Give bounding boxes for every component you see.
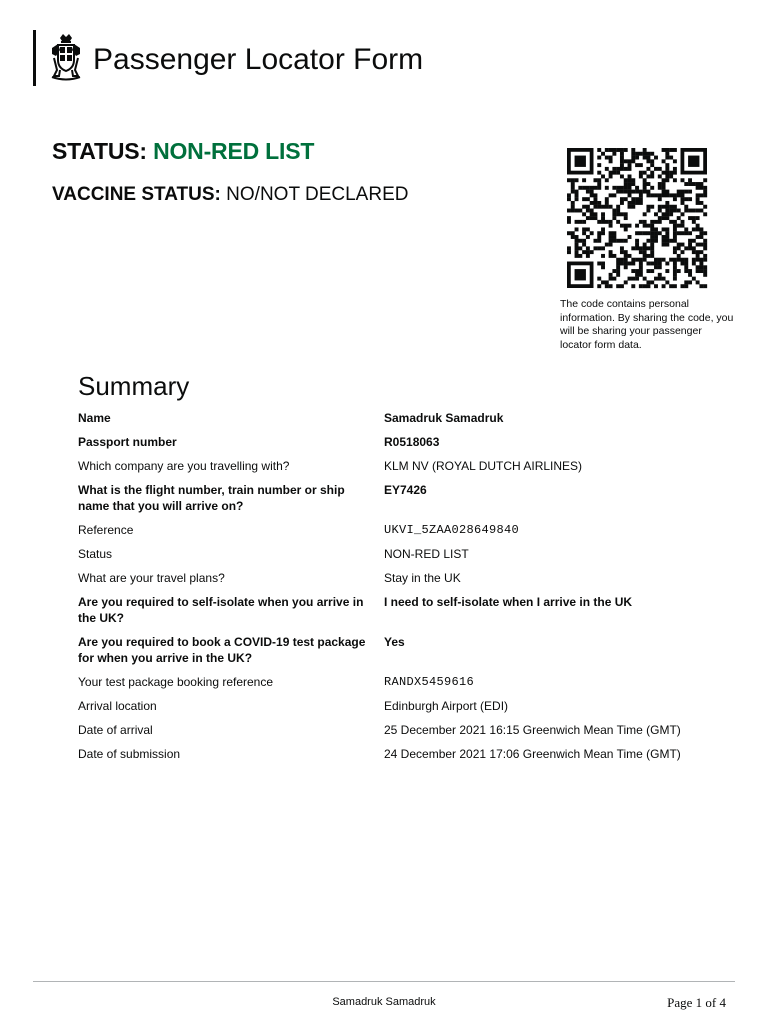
summary-answer: Yes [384,635,405,649]
summary-question: Passport number [78,435,177,449]
summary-answer: NON-RED LIST [384,547,469,561]
footer-divider [33,981,735,982]
summary-question: Are you required to book a COVID-19 test package for when you arrive in the UK? [78,635,366,665]
summary-row [78,594,718,626]
summary-row [78,570,718,586]
summary-row [78,410,718,426]
summary-answer: R0518063 [384,435,440,449]
summary-row [78,674,718,690]
summary-heading: Summary [78,371,190,401]
status-label: STATUS: [52,138,147,164]
header-rule [33,30,36,86]
summary-row [78,546,718,562]
summary-question: Are you required to self-isolate when you arrive in the UK? [78,595,364,625]
summary-question: Date of arrival [78,723,153,737]
summary-row [78,698,718,714]
status-line [52,138,314,165]
page-header [33,30,633,86]
summary-answer: RANDX5459616 [384,675,475,689]
page-title: Passenger Locator Form [93,43,424,76]
summary-answer: UKVI_5ZAA028649840 [384,523,520,537]
summary-question: Arrival location [78,699,157,713]
summary-question: Name [78,411,111,425]
summary-row [78,434,718,450]
summary-row [78,482,718,514]
summary-answer: KLM NV (ROYAL DUTCH AIRLINES) [384,459,583,473]
summary-row [78,722,718,738]
royal-coat-of-arms-icon [46,32,86,82]
summary-answer: I need to self-isolate when I arrive in the UK [384,595,633,609]
summary-question: Reference [78,523,134,537]
summary-question: Date of submission [78,747,181,761]
summary-row [78,522,718,538]
summary-question: What are your travel plans? [78,571,225,585]
summary-list [78,410,718,762]
summary-answer: Stay in the UK [384,571,461,585]
summary-question: What is the flight number, train number or ship name that you will arrive on? [78,483,345,513]
summary-row [78,634,718,666]
qr-code [557,142,717,290]
page-number: Page 1 of 4 [667,995,726,1010]
summary-row [78,458,718,474]
status-value: NON-RED LIST [153,138,315,164]
footer-name: Samadruk Samadruk [332,996,436,1008]
summary-row [78,746,718,762]
summary-question: Which company are you travelling with? [78,459,290,473]
summary-answer: 24 December 2021 17:06 Greenwich Mean Time (GMT) [384,747,681,761]
summary-answer: EY7426 [384,483,427,497]
summary-answer: 25 December 2021 16:15 Greenwich Mean Time (GMT) [384,723,681,737]
vaccine-status-line [52,184,408,206]
vaccine-status-value: NO/NOT DECLARED [226,184,409,205]
summary-question: Status [78,547,113,561]
summary-question: Your test package booking reference [78,675,274,689]
summary-answer: Edinburgh Airport (EDI) [384,699,509,713]
vaccine-status-label: VACCINE STATUS: [52,184,221,205]
summary-answer: Samadruk Samadruk [384,411,504,425]
qr-note: The code contains personal information. By sharing the code, you will be sharing your passenger locator form data. [560,298,734,351]
